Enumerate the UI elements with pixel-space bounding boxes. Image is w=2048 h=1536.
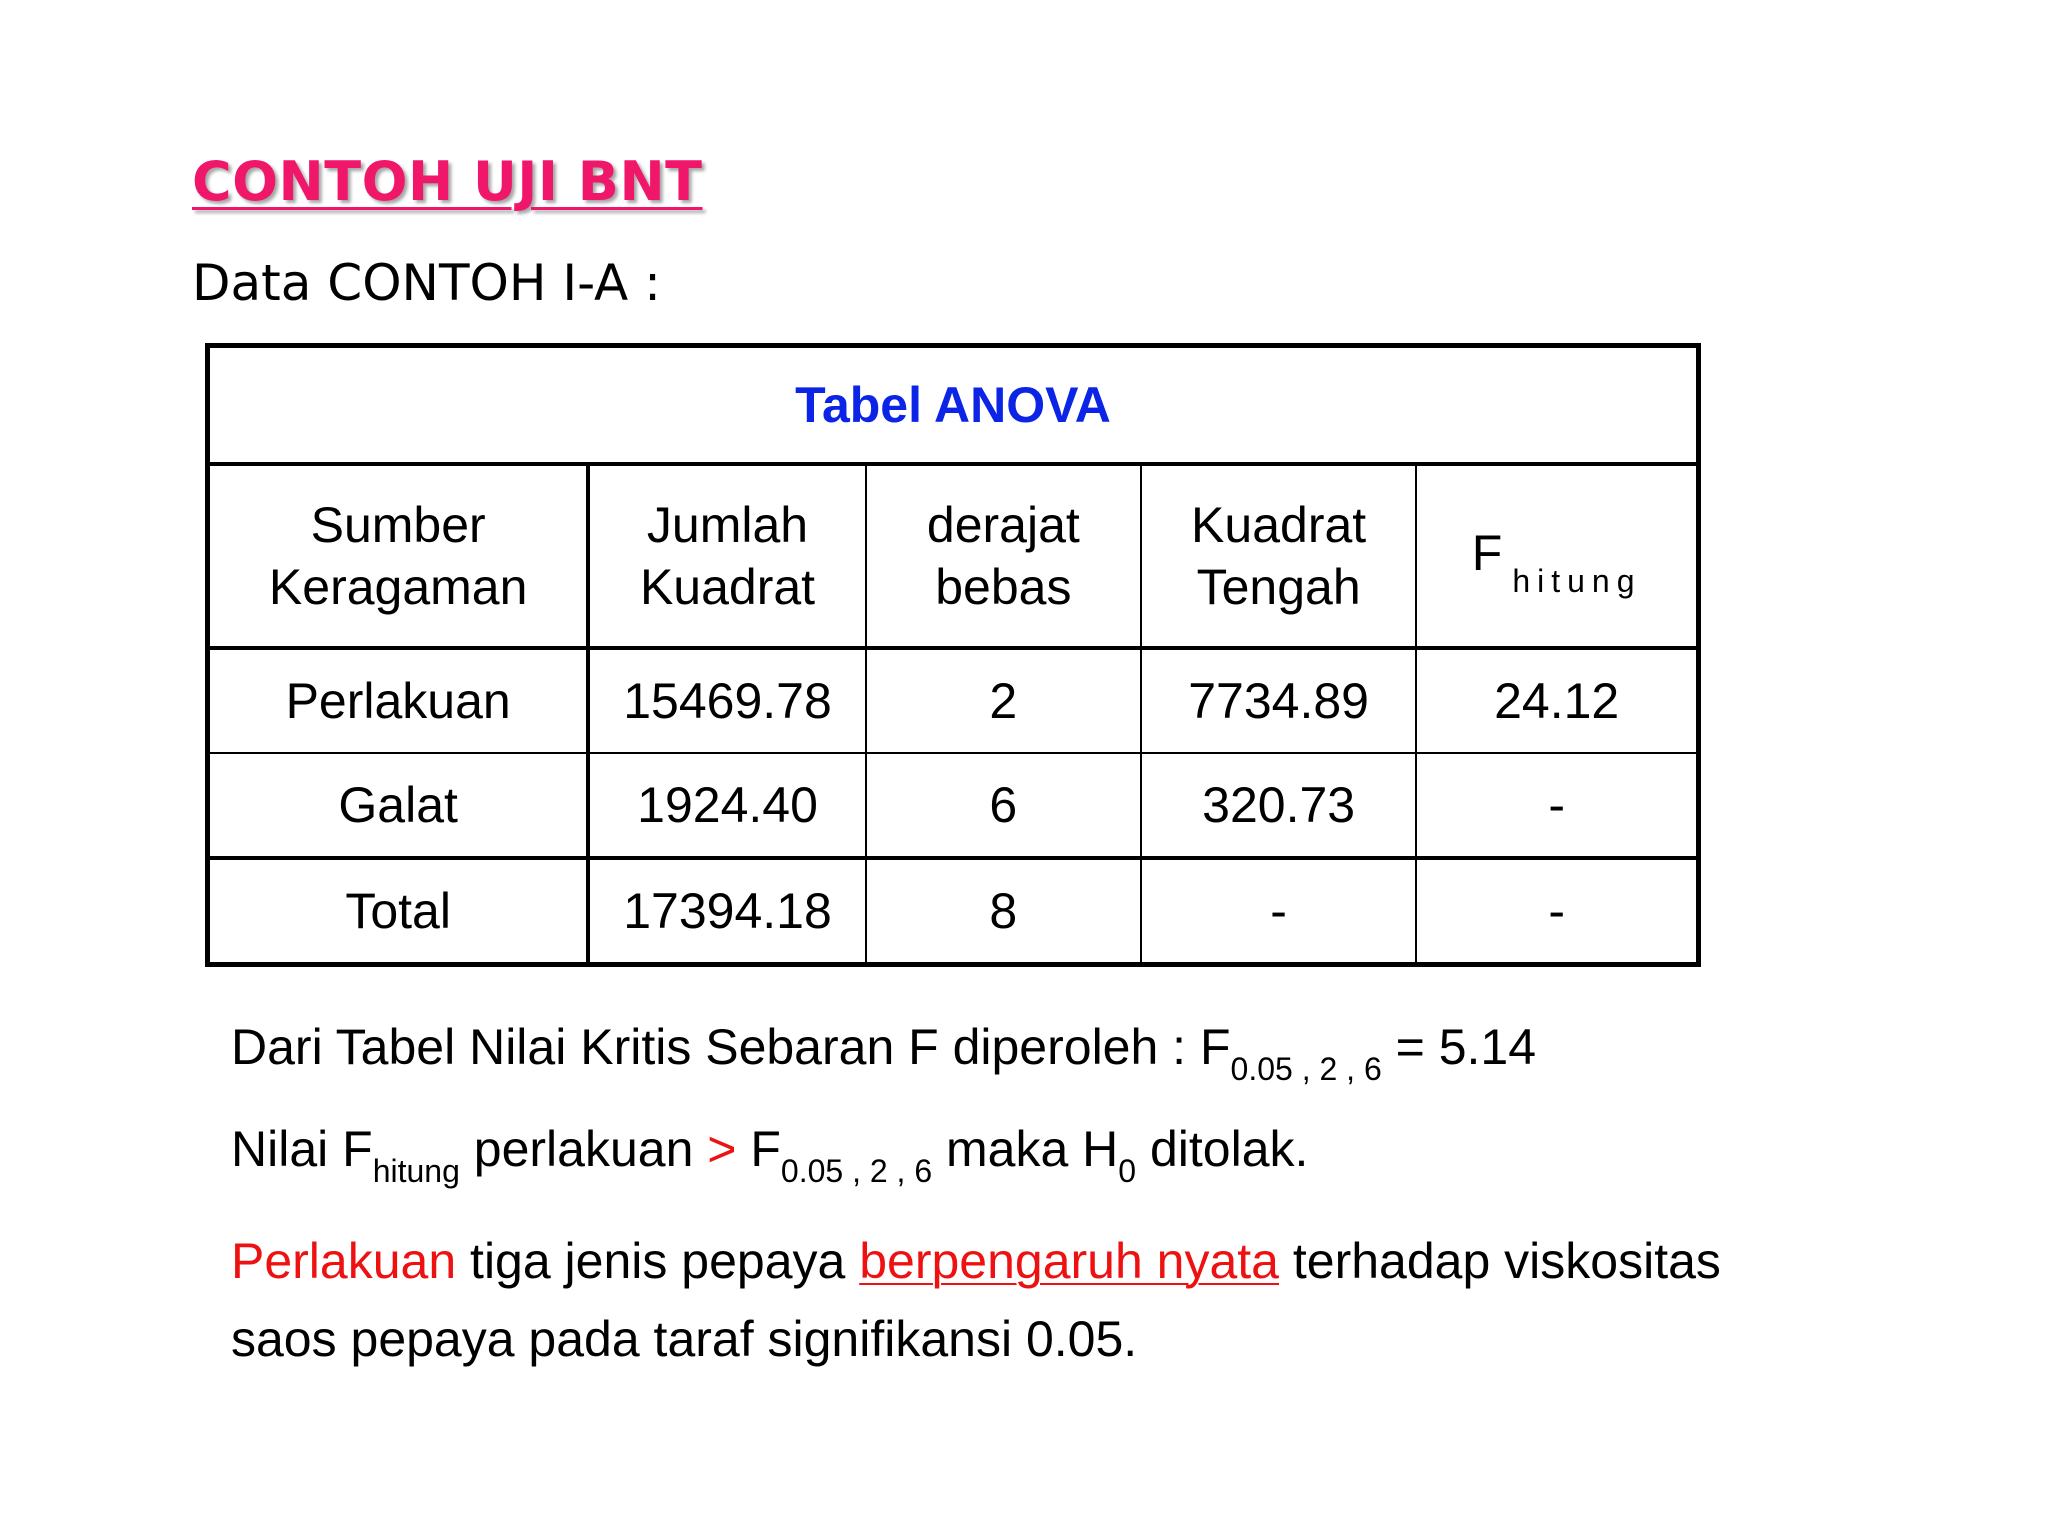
header-df-line2: bebas <box>935 559 1072 615</box>
cell-f: - <box>1416 753 1698 858</box>
header-ms <box>1141 464 1416 648</box>
table-row <box>208 858 1699 965</box>
cell-ss: 17394.18 <box>588 858 865 965</box>
header-source-line1: Sumber <box>310 497 486 553</box>
decision-part4: maka H <box>932 1121 1119 1177</box>
decision-sub1: hitung <box>372 1153 460 1189</box>
decision-part5: ditolak. <box>1136 1121 1309 1177</box>
cell-ss: 15469.78 <box>588 648 865 753</box>
header-source-line2: Keragaman <box>268 559 528 615</box>
cell-source: Galat <box>208 753 589 858</box>
table-row <box>208 648 1699 753</box>
critical-value-result: = 5.14 <box>1381 1019 1537 1075</box>
cell-df: 6 <box>866 753 1141 858</box>
table-caption: Tabel ANOVA <box>208 346 1699 465</box>
anova-table <box>205 343 1701 967</box>
header-source <box>208 464 589 648</box>
cell-ms: 320.73 <box>1141 753 1416 858</box>
cell-ms: - <box>1141 858 1416 965</box>
header-ms-line2: Tengah <box>1196 559 1361 615</box>
header-ss-line1: Jumlah <box>646 497 809 553</box>
critical-value-statement <box>231 1018 1537 1087</box>
conclusion-part1: tiga jenis pepaya <box>456 1233 860 1289</box>
greater-than-symbol: > <box>707 1121 737 1177</box>
critical-value-text: Dari Tabel Nilai Kritis Sebaran F diperoleh : F <box>231 1019 1231 1075</box>
cell-source: Total <box>208 858 589 965</box>
table-header-row <box>208 464 1699 648</box>
decision-part3: F <box>736 1121 781 1177</box>
cell-ms: 7734.89 <box>1141 648 1416 753</box>
conclusion-statement <box>231 1222 1831 1378</box>
header-ms-line1: Kuadrat <box>1191 497 1367 553</box>
slide-title: CONTOH UJI BNT <box>192 150 703 213</box>
header-f <box>1416 464 1698 648</box>
header-ss <box>588 464 865 648</box>
cell-source: Perlakuan <box>208 648 589 753</box>
header-df <box>866 464 1141 648</box>
header-df-line1: derajat <box>926 497 1080 553</box>
cell-f: - <box>1416 858 1698 965</box>
decision-sub3: 0 <box>1118 1153 1137 1189</box>
header-f-main: F <box>1471 525 1503 581</box>
decision-part2: perlakuan <box>459 1121 708 1177</box>
header-f-sub: hitung <box>1512 563 1642 599</box>
table-row <box>208 753 1699 858</box>
cell-df: 8 <box>866 858 1141 965</box>
conclusion-part2: terhadap viskositas saos pepaya pada taraf signifikansi 0.05. <box>231 1233 1721 1367</box>
cell-f: 24.12 <box>1416 648 1698 753</box>
decision-part1: Nilai F <box>231 1121 373 1177</box>
decision-sub2: 0.05 , 2 , 6 <box>780 1153 933 1189</box>
slide-subtitle: Data CONTOH I-A : <box>192 254 661 312</box>
critical-value-subscript: 0.05 , 2 , 6 <box>1230 1051 1382 1087</box>
conclusion-red-word: Perlakuan <box>231 1233 457 1289</box>
conclusion-emphasis: berpengaruh nyata <box>859 1233 1279 1289</box>
cell-df: 2 <box>866 648 1141 753</box>
cell-ss: 1924.40 <box>588 753 865 858</box>
decision-statement <box>231 1120 1309 1189</box>
header-ss-line2: Kuadrat <box>639 559 816 615</box>
